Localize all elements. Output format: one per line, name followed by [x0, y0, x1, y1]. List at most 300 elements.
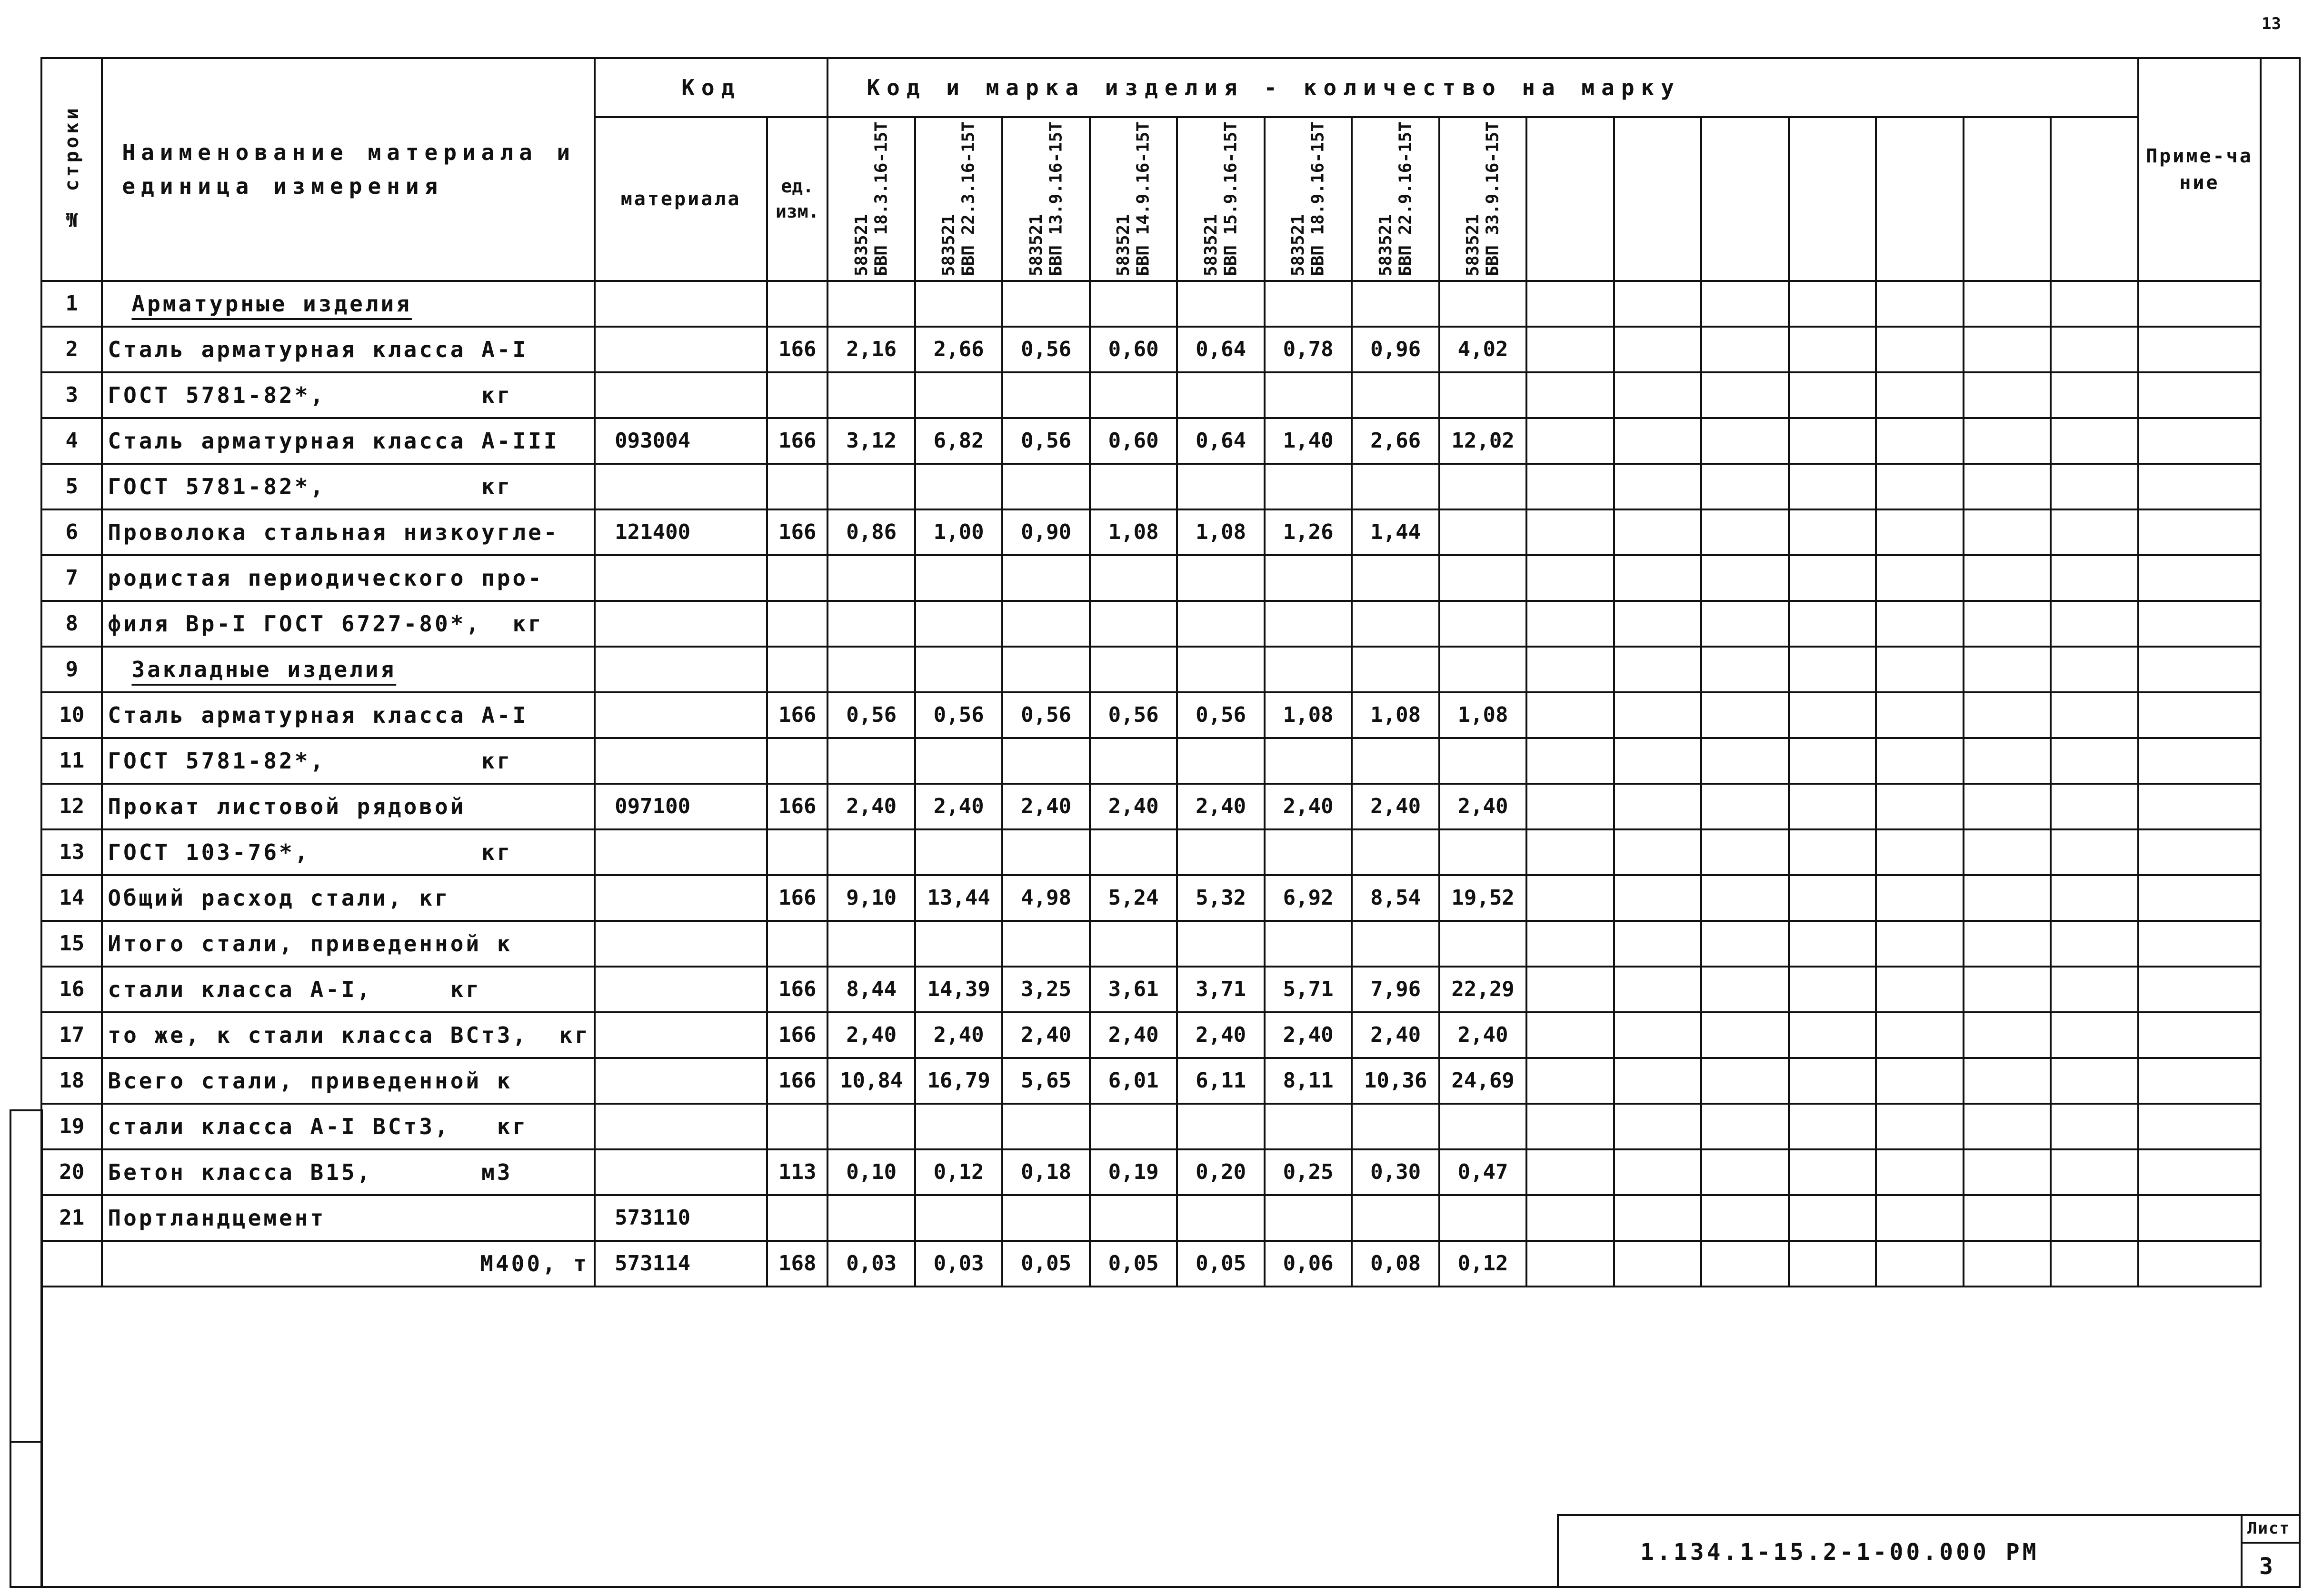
material-code: 573110: [595, 1195, 767, 1241]
row-number: 2: [41, 327, 102, 372]
empty-cell: [1964, 464, 2051, 509]
empty-cell: [1526, 509, 1614, 555]
empty-cell: [1526, 464, 1614, 509]
empty-cell: [2138, 738, 2261, 784]
table-row: [41, 555, 2261, 601]
empty-cell: [2051, 1241, 2138, 1287]
table-row: [41, 372, 2261, 418]
empty-cell: [1876, 1012, 1963, 1058]
quantity-cell: [1090, 921, 1177, 967]
quantity-cell: 9,10: [827, 875, 915, 921]
quantity-cell: [1177, 829, 1264, 875]
row-number: 14: [41, 875, 102, 921]
quantity-cell: [1177, 555, 1264, 601]
quantity-cell: 0,60: [1090, 418, 1177, 464]
quantity-cell: [915, 647, 1002, 692]
empty-cell: [1789, 372, 1876, 418]
unit-code: 166: [767, 1058, 827, 1104]
name-header: Наименование материала и единица измерения: [102, 58, 595, 281]
quantity-cell: [915, 921, 1002, 967]
empty-cell: [1526, 281, 1614, 327]
empty-cell: [1964, 509, 2051, 555]
quantity-cell: 2,40: [827, 784, 915, 829]
table-row: [41, 967, 2261, 1012]
quantity-cell: 1,08: [1352, 692, 1439, 738]
empty-cell: [1526, 647, 1614, 692]
empty-cell: [1876, 1104, 1963, 1149]
empty-cell: [2051, 921, 2138, 967]
quantity-cell: 0,64: [1177, 327, 1264, 372]
table-row: [41, 875, 2261, 921]
empty-cell: [1614, 692, 1701, 738]
empty-cell: [1614, 967, 1701, 1012]
quantity-cell: [1002, 555, 1089, 601]
quantity-cell: 2,40: [1265, 784, 1352, 829]
row-number: 17: [41, 1012, 102, 1058]
quantity-cell: 8,44: [827, 967, 915, 1012]
empty-cell: [2138, 1149, 2261, 1195]
quantity-cell: 0,25: [1265, 1149, 1352, 1195]
sheet-number: 3: [2259, 1553, 2276, 1580]
empty-cell: [1964, 967, 2051, 1012]
quantity-cell: [1265, 647, 1352, 692]
empty-cell: [2051, 509, 2138, 555]
quantity-cell: [1439, 372, 1526, 418]
quantity-cell: [1002, 829, 1089, 875]
empty-cell: [1701, 1241, 1788, 1287]
unit-code: 166: [767, 784, 827, 829]
item-mark-header: 583521 БВП 22.3.16-15Т: [915, 117, 1002, 281]
quantity-cell: [1352, 372, 1439, 418]
quantity-cell: [1352, 738, 1439, 784]
quantity-cell: [1352, 464, 1439, 509]
empty-cell: [2051, 738, 2138, 784]
quantity-cell: 3,25: [1002, 967, 1089, 1012]
quantity-cell: [827, 372, 915, 418]
quantity-cell: 2,40: [1177, 784, 1264, 829]
quantity-cell: [1090, 464, 1177, 509]
quantity-cell: [1002, 647, 1089, 692]
material-code: [595, 281, 767, 327]
quantity-cell: [827, 601, 915, 647]
material-name: ГОСТ 5781-82*, кг: [102, 372, 595, 418]
empty-cell: [1526, 1195, 1614, 1241]
unit-code: 166: [767, 327, 827, 372]
empty-cell: [1614, 1058, 1701, 1104]
unit-code: 166: [767, 509, 827, 555]
empty-cell: [1701, 1195, 1788, 1241]
quantity-cell: [1352, 601, 1439, 647]
empty-cell: [2138, 418, 2261, 464]
quantity-cell: [1002, 1195, 1089, 1241]
row-number: 21: [41, 1195, 102, 1241]
empty-cell: [1701, 464, 1788, 509]
material-name: ГОСТ 103-76*, кг: [102, 829, 595, 875]
empty-cell: [1789, 464, 1876, 509]
quantity-cell: 8,11: [1265, 1058, 1352, 1104]
unit-code: [767, 1104, 827, 1149]
quantity-cell: [1265, 281, 1352, 327]
empty-cell: [1701, 1012, 1788, 1058]
material-name: Прокат листовой рядовой: [102, 784, 595, 829]
quantity-cell: 2,66: [1352, 418, 1439, 464]
empty-cell: [2138, 509, 2261, 555]
material-name: Всего стали, приведенной к: [102, 1058, 595, 1104]
empty-cell: [1526, 1104, 1614, 1149]
quantity-cell: 5,24: [1090, 875, 1177, 921]
empty-cell: [1701, 1058, 1788, 1104]
quantity-cell: [1265, 1104, 1352, 1149]
quantity-cell: [827, 647, 915, 692]
quantity-cell: 2,40: [1090, 1012, 1177, 1058]
empty-cell: [1701, 1104, 1788, 1149]
quantity-cell: 1,40: [1265, 418, 1352, 464]
empty-cell: [2051, 692, 2138, 738]
quantity-cell: 2,40: [1177, 1012, 1264, 1058]
row-number: [41, 1241, 102, 1287]
quantity-cell: 0,30: [1352, 1149, 1439, 1195]
empty-cell: [2051, 1012, 2138, 1058]
specification-table: [40, 57, 2262, 1287]
empty-cell: [2138, 1058, 2261, 1104]
empty-cell: [2138, 784, 2261, 829]
material-code: 093004: [595, 418, 767, 464]
quantity-cell: 5,65: [1002, 1058, 1089, 1104]
quantity-cell: [1439, 1104, 1526, 1149]
table-row: [41, 1195, 2261, 1241]
table-row: [41, 418, 2261, 464]
quantity-cell: [1439, 1195, 1526, 1241]
quantity-cell: 0,10: [827, 1149, 915, 1195]
quantity-cell: [915, 555, 1002, 601]
empty-cell: [1964, 601, 2051, 647]
empty-cell: [1789, 647, 1876, 692]
empty-cell: [1614, 784, 1701, 829]
quantity-cell: [1002, 281, 1089, 327]
empty-cell: [2051, 327, 2138, 372]
empty-cell: [2138, 372, 2261, 418]
empty-cell: [1526, 601, 1614, 647]
quantity-cell: [1002, 1104, 1089, 1149]
empty-cell: [1789, 784, 1876, 829]
material-name: Проволока стальная низкоугле-: [102, 509, 595, 555]
material-code: [595, 967, 767, 1012]
material-name: то же, к стали класса ВСт3, кг: [102, 1012, 595, 1058]
quantity-cell: [1177, 281, 1264, 327]
item-mark-header: 583521 БВП 22.9.16-15Т: [1352, 117, 1439, 281]
quantity-cell: 0,64: [1177, 418, 1264, 464]
empty-cell: [1964, 829, 2051, 875]
document-code: 1.134.1-15.2-1-00.000 РМ: [1640, 1539, 2039, 1566]
empty-cell: [1526, 327, 1614, 372]
empty-cell: [1614, 1195, 1701, 1241]
empty-item-header: [1701, 117, 1788, 281]
empty-cell: [1789, 327, 1876, 372]
row-number: 5: [41, 464, 102, 509]
unit-code: 168: [767, 1241, 827, 1287]
quantity-cell: [827, 738, 915, 784]
note-header: Приме-чание: [2138, 58, 2261, 281]
quantity-cell: [1352, 921, 1439, 967]
row-number: 15: [41, 921, 102, 967]
quantity-cell: 2,66: [915, 327, 1002, 372]
quantity-cell: [1002, 464, 1089, 509]
quantity-cell: 2,40: [1352, 784, 1439, 829]
items-title-header: Код и марка изделия - количество на марку: [827, 58, 2138, 117]
empty-cell: [1789, 601, 1876, 647]
quantity-cell: 19,52: [1439, 875, 1526, 921]
row-number: 9: [41, 647, 102, 692]
unit-code: 166: [767, 692, 827, 738]
unit-code: [767, 921, 827, 967]
empty-cell: [1701, 1149, 1788, 1195]
empty-cell: [1614, 601, 1701, 647]
unit-code: 166: [767, 967, 827, 1012]
empty-cell: [1614, 921, 1701, 967]
empty-cell: [1526, 921, 1614, 967]
row-number: 12: [41, 784, 102, 829]
quantity-cell: 0,78: [1265, 327, 1352, 372]
quantity-cell: [1439, 829, 1526, 875]
row-number: 10: [41, 692, 102, 738]
empty-cell: [2138, 967, 2261, 1012]
row-number: 13: [41, 829, 102, 875]
empty-cell: [1964, 647, 2051, 692]
quantity-cell: 1,26: [1265, 509, 1352, 555]
material-name: родистая периодического про-: [102, 555, 595, 601]
empty-cell: [1876, 418, 1963, 464]
item-mark-header: 583521 БВП 33.9.16-15Т: [1439, 117, 1526, 281]
unit-code: [767, 372, 827, 418]
quantity-cell: [1177, 921, 1264, 967]
empty-cell: [2051, 418, 2138, 464]
table-row: [41, 509, 2261, 555]
empty-cell: [1701, 875, 1788, 921]
table-row: [41, 829, 2261, 875]
quantity-cell: [1177, 1104, 1264, 1149]
empty-cell: [1614, 738, 1701, 784]
material-code: [595, 464, 767, 509]
quantity-cell: 0,08: [1352, 1241, 1439, 1287]
empty-cell: [1876, 967, 1963, 1012]
quantity-cell: [1090, 829, 1177, 875]
quantity-cell: 0,05: [1177, 1241, 1264, 1287]
material-name: Итого стали, приведенной к: [102, 921, 595, 967]
quantity-cell: 4,02: [1439, 327, 1526, 372]
material-code: [595, 829, 767, 875]
unit-header: ед. изм.: [767, 117, 827, 281]
quantity-cell: 0,03: [915, 1241, 1002, 1287]
quantity-cell: 10,36: [1352, 1058, 1439, 1104]
quantity-cell: 0,03: [827, 1241, 915, 1287]
empty-cell: [2138, 829, 2261, 875]
quantity-cell: [827, 829, 915, 875]
empty-cell: [1526, 372, 1614, 418]
unit-code: [767, 738, 827, 784]
empty-cell: [1789, 1149, 1876, 1195]
empty-cell: [2051, 464, 2138, 509]
empty-cell: [1789, 875, 1876, 921]
quantity-cell: [1177, 1195, 1264, 1241]
quantity-cell: [915, 464, 1002, 509]
empty-cell: [1876, 372, 1963, 418]
quantity-cell: [1177, 601, 1264, 647]
quantity-cell: [915, 601, 1002, 647]
empty-cell: [1614, 418, 1701, 464]
empty-cell: [1789, 281, 1876, 327]
quantity-cell: [1002, 372, 1089, 418]
material-code: [595, 1149, 767, 1195]
quantity-cell: 3,12: [827, 418, 915, 464]
empty-cell: [1964, 1195, 2051, 1241]
quantity-cell: 0,05: [1002, 1241, 1089, 1287]
empty-cell: [1789, 1195, 1876, 1241]
quantity-cell: [915, 372, 1002, 418]
quantity-cell: 0,20: [1177, 1149, 1264, 1195]
quantity-cell: 0,56: [1002, 418, 1089, 464]
material-name: стали класса А-I, кг: [102, 967, 595, 1012]
material-code: [595, 647, 767, 692]
empty-item-header: [1964, 117, 2051, 281]
row-number: 18: [41, 1058, 102, 1104]
quantity-cell: [827, 555, 915, 601]
quantity-cell: [1439, 601, 1526, 647]
empty-cell: [1876, 281, 1963, 327]
empty-cell: [1964, 1149, 2051, 1195]
empty-cell: [2051, 1149, 2138, 1195]
quantity-cell: [1439, 509, 1526, 555]
row-number: 1: [41, 281, 102, 327]
table-row: [41, 692, 2261, 738]
empty-cell: [1964, 281, 2051, 327]
empty-cell: [1876, 875, 1963, 921]
empty-cell: [1789, 967, 1876, 1012]
unit-code: 166: [767, 875, 827, 921]
quantity-cell: [827, 464, 915, 509]
empty-cell: [1789, 418, 1876, 464]
quantity-cell: [1352, 647, 1439, 692]
quantity-cell: 1,08: [1177, 509, 1264, 555]
table-row: [41, 1104, 2261, 1149]
empty-cell: [1701, 372, 1788, 418]
binding-strip-bottom: [10, 1441, 43, 1588]
empty-cell: [1614, 555, 1701, 601]
quantity-cell: [1439, 555, 1526, 601]
empty-cell: [1876, 1058, 1963, 1104]
material-name: Арматурные изделия: [102, 281, 595, 327]
empty-cell: [1876, 1241, 1963, 1287]
empty-cell: [1876, 738, 1963, 784]
quantity-cell: [915, 1104, 1002, 1149]
empty-item-header: [1526, 117, 1614, 281]
empty-cell: [1789, 1104, 1876, 1149]
quantity-cell: 0,56: [915, 692, 1002, 738]
unit-code: [767, 281, 827, 327]
empty-cell: [1526, 1241, 1614, 1287]
quantity-cell: [1090, 555, 1177, 601]
empty-cell: [1701, 418, 1788, 464]
empty-cell: [2051, 875, 2138, 921]
quantity-cell: [1352, 829, 1439, 875]
empty-cell: [1526, 1012, 1614, 1058]
material-code: [595, 738, 767, 784]
quantity-cell: 0,18: [1002, 1149, 1089, 1195]
empty-cell: [2051, 601, 2138, 647]
quantity-cell: 5,32: [1177, 875, 1264, 921]
empty-cell: [1701, 921, 1788, 967]
quantity-cell: [827, 1195, 915, 1241]
material-name: Сталь арматурная класса А-I: [102, 327, 595, 372]
quantity-cell: 2,16: [827, 327, 915, 372]
quantity-cell: [1002, 738, 1089, 784]
empty-cell: [2051, 555, 2138, 601]
quantity-cell: [1090, 647, 1177, 692]
quantity-cell: 6,11: [1177, 1058, 1264, 1104]
row-number: 16: [41, 967, 102, 1012]
unit-code: [767, 829, 827, 875]
row-number: 8: [41, 601, 102, 647]
empty-cell: [1526, 784, 1614, 829]
quantity-cell: [1177, 464, 1264, 509]
quantity-cell: 13,44: [915, 875, 1002, 921]
material-code: [595, 555, 767, 601]
quantity-cell: 6,92: [1265, 875, 1352, 921]
quantity-cell: [1177, 738, 1264, 784]
empty-cell: [2138, 1195, 2261, 1241]
empty-item-header: [1789, 117, 1876, 281]
code-header: Код: [595, 58, 827, 117]
empty-cell: [2051, 1104, 2138, 1149]
quantity-cell: [1439, 738, 1526, 784]
quantity-cell: [1265, 372, 1352, 418]
empty-cell: [1789, 1241, 1876, 1287]
empty-cell: [1614, 1012, 1701, 1058]
quantity-cell: 1,08: [1439, 692, 1526, 738]
quantity-cell: [915, 281, 1002, 327]
material-name: ГОСТ 5781-82*, кг: [102, 464, 595, 509]
table-row: [41, 647, 2261, 692]
page-number: 13: [2262, 14, 2281, 33]
empty-cell: [1789, 738, 1876, 784]
empty-cell: [1876, 601, 1963, 647]
empty-item-header: [1876, 117, 1963, 281]
empty-cell: [1964, 921, 2051, 967]
empty-cell: [1964, 327, 2051, 372]
empty-cell: [1614, 1241, 1701, 1287]
quantity-cell: [1090, 372, 1177, 418]
material-code: [595, 1012, 767, 1058]
unit-code: [767, 601, 827, 647]
unit-code: 113: [767, 1149, 827, 1195]
empty-cell: [2138, 1012, 2261, 1058]
material-code: [595, 601, 767, 647]
material-code: 121400: [595, 509, 767, 555]
quantity-cell: 2,40: [915, 784, 1002, 829]
empty-cell: [1701, 784, 1788, 829]
empty-cell: [1701, 738, 1788, 784]
quantity-cell: 16,79: [915, 1058, 1002, 1104]
empty-cell: [1876, 692, 1963, 738]
quantity-cell: 8,54: [1352, 875, 1439, 921]
empty-cell: [1876, 921, 1963, 967]
empty-cell: [2138, 647, 2261, 692]
empty-cell: [1876, 464, 1963, 509]
material-name: филя Вр-I ГОСТ 6727-80*, кг: [102, 601, 595, 647]
empty-cell: [1876, 829, 1963, 875]
empty-cell: [1876, 327, 1963, 372]
row-number: 20: [41, 1149, 102, 1195]
empty-cell: [1876, 784, 1963, 829]
